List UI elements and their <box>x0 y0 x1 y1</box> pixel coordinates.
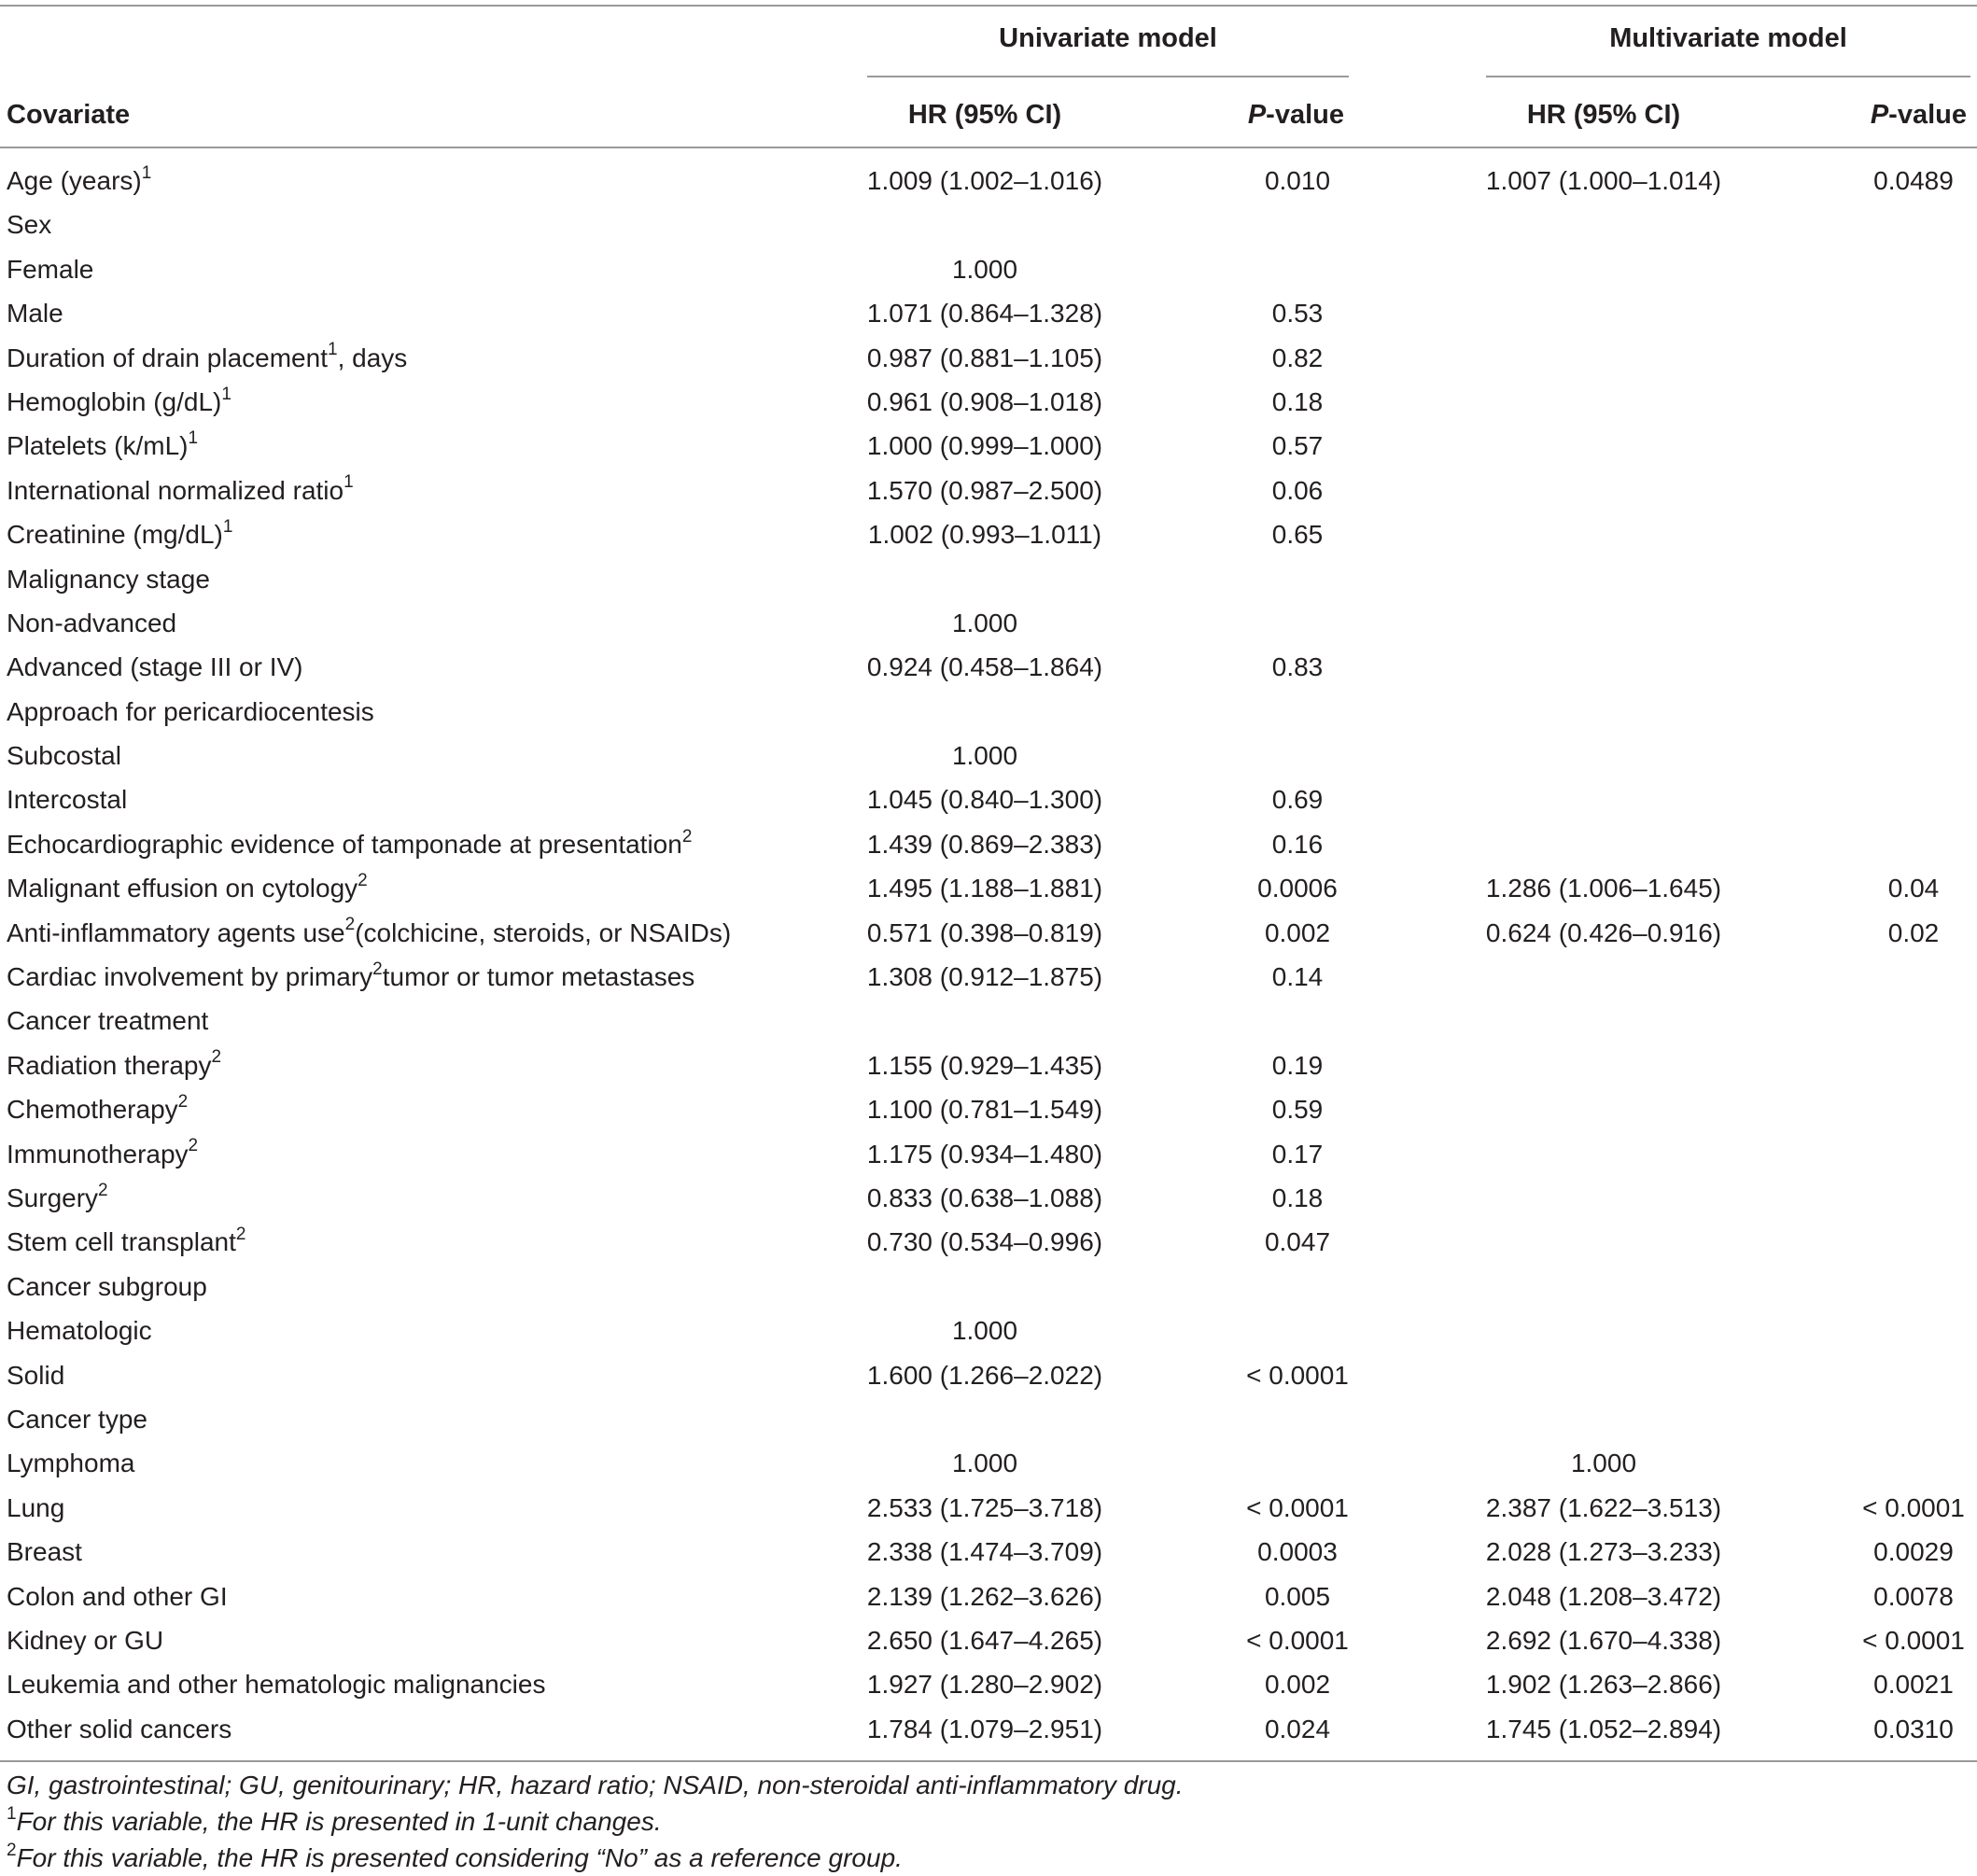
covariate-label: Malignancy stage <box>7 564 210 594</box>
footnote-marker: 2 <box>235 1225 246 1245</box>
covariate-cell <box>7 1397 147 1441</box>
covariate-label: Hematologic <box>7 1316 152 1346</box>
table-row <box>0 380 1977 424</box>
univariate-hr-cell: 0.987 (0.881–1.105) <box>866 343 1103 372</box>
multivariate-pvalue-cell: 0.04 <box>1887 874 1940 903</box>
covariate-cell <box>7 336 407 380</box>
covariate-label: Advanced (stage III or IV) <box>7 652 303 682</box>
covariate-label: Duration of drain placement <box>7 343 328 372</box>
covariate-label-suffix: tumor or tumor metastases <box>382 962 695 992</box>
table-row <box>0 1353 1977 1397</box>
univariate-pvalue-cell: 0.06 <box>1271 475 1324 505</box>
covariate-cell <box>7 557 210 601</box>
footnote-marker: 2 <box>372 959 383 979</box>
multivariate-pvalue-cell: 0.0310 <box>1873 1714 1954 1743</box>
univariate-pvalue-cell: 0.0003 <box>1257 1537 1338 1567</box>
footnote-marker: 2 <box>188 1136 199 1156</box>
covariate-cell <box>7 1575 228 1618</box>
multivariate-pvalue-cell: 0.0078 <box>1873 1581 1954 1611</box>
univariate-hr-cell: 0.730 (0.534–0.996) <box>866 1227 1103 1257</box>
univariate-hr-cell: 2.338 (1.474–3.709) <box>866 1537 1103 1567</box>
covariate-label: Immunotherapy <box>7 1139 189 1169</box>
covariate-cell <box>7 1662 545 1706</box>
univariate-pvalue-cell: 0.14 <box>1271 962 1324 992</box>
covariate-label: Solid <box>7 1360 65 1390</box>
footnote-marker: 1 <box>141 162 152 183</box>
table-row <box>0 1618 1977 1662</box>
multivariate-hr-cell: 2.028 (1.273–3.233) <box>1485 1537 1722 1567</box>
multivariate-hr-cell: 0.624 (0.426–0.916) <box>1485 917 1722 947</box>
table-bottom-rule <box>0 1760 1977 1762</box>
covariate-label: Sex <box>7 210 52 240</box>
univariate-pvalue-cell: 0.65 <box>1271 520 1324 550</box>
covariate-cell <box>7 159 151 203</box>
multivariate-pvalue-cell: 0.0489 <box>1873 166 1954 195</box>
univariate-hr-cell: 1.784 (1.079–2.951) <box>866 1714 1103 1743</box>
table-footnotes <box>7 1767 1184 1876</box>
table-row <box>0 291 1977 335</box>
multivariate-hr-cell: 1.286 (1.006–1.645) <box>1485 874 1722 903</box>
covariate-cell <box>7 1176 108 1220</box>
univariate-hr-cell: 0.571 (0.398–0.819) <box>866 917 1103 947</box>
covariate-cell <box>7 734 121 777</box>
multivariate-pvalue-column-header: P-value <box>1870 100 1967 130</box>
univariate-hr-cell: 1.600 (1.266–2.022) <box>866 1360 1103 1390</box>
covariate-cell <box>7 866 368 910</box>
multivariate-hr-cell: 1.000 <box>1570 1449 1637 1478</box>
univariate-pvalue-cell: 0.047 <box>1264 1227 1331 1257</box>
univariate-hr-cell: 1.071 (0.864–1.328) <box>866 299 1103 329</box>
univariate-pvalue-cell: 0.024 <box>1264 1714 1331 1743</box>
multivariate-group-rule <box>1486 76 1970 77</box>
univariate-pvalue-cell: 0.002 <box>1264 1670 1331 1700</box>
footnote-marker: 1 <box>344 472 354 493</box>
covariate-cell <box>7 822 692 866</box>
covariate-label: Radiation therapy <box>7 1050 212 1080</box>
univariate-pvalue-cell: 0.59 <box>1271 1095 1324 1125</box>
covariate-cell <box>7 690 374 734</box>
covariate-label: Cancer treatment <box>7 1006 209 1036</box>
covariate-label: Female <box>7 254 94 284</box>
footnote-marker: 1 <box>188 428 199 449</box>
univariate-hr-cell: 1.439 (0.869–2.383) <box>866 829 1103 859</box>
covariate-label: Platelets (k/mL) <box>7 431 189 461</box>
univariate-hr-column-header: HR (95% CI) <box>907 100 1062 130</box>
covariate-label: Kidney or GU <box>7 1625 164 1655</box>
covariate-label: Non-advanced <box>7 608 177 637</box>
univariate-pvalue-cell: < 0.0001 <box>1246 1625 1349 1655</box>
univariate-hr-cell: 1.000 <box>951 1316 1018 1346</box>
covariate-cell <box>7 1618 163 1662</box>
univariate-pvalue-cell: 0.16 <box>1271 829 1324 859</box>
table-row <box>0 336 1977 380</box>
covariate-label: Other solid cancers <box>7 1714 232 1743</box>
covariate-label: Surgery <box>7 1183 99 1212</box>
table-row <box>0 777 1977 821</box>
covariate-label: Lymphoma <box>7 1449 135 1478</box>
covariate-label: Age (years) <box>7 166 142 195</box>
covariate-label: Male <box>7 299 63 329</box>
univariate-hr-cell: 1.175 (0.934–1.480) <box>866 1139 1103 1169</box>
covariate-label: Colon and other GI <box>7 1581 228 1611</box>
footnote-marker: 2 <box>681 826 693 847</box>
table-row <box>0 247 1977 291</box>
univariate-hr-cell: 1.570 (0.987–2.500) <box>866 475 1103 505</box>
covariate-cell <box>7 911 731 955</box>
covariate-label: Anti-inflammatory agents use <box>7 917 345 947</box>
covariate-label-suffix: , days <box>337 343 408 372</box>
covariate-label: Cardiac involvement by primary <box>7 962 373 992</box>
univariate-hr-cell: 1.927 (1.280–2.902) <box>866 1670 1103 1700</box>
univariate-pvalue-column-header: P-value <box>1247 100 1344 130</box>
table-row <box>0 955 1977 999</box>
univariate-model-header: Univariate model <box>999 23 1217 53</box>
covariate-label: Subcostal <box>7 741 121 771</box>
table-top-rule <box>0 5 1977 7</box>
covariate-cell <box>7 1707 231 1751</box>
covariate-label: Cancer subgroup <box>7 1271 207 1301</box>
univariate-pvalue-cell: 0.69 <box>1271 785 1324 815</box>
footnote-1: $^1$For this variable, the HR is presented in 1-unit changes. <box>7 1803 662 1836</box>
univariate-pvalue-cell: 0.010 <box>1264 166 1331 195</box>
multivariate-pvalue-cell: < 0.0001 <box>1862 1492 1965 1522</box>
univariate-pvalue-cell: 0.17 <box>1271 1139 1324 1169</box>
univariate-hr-cell: 1.000 <box>951 608 1018 637</box>
multivariate-pvalue-cell: 0.0029 <box>1873 1537 1954 1567</box>
covariate-cell <box>7 512 232 556</box>
table-row <box>0 1530 1977 1574</box>
univariate-pvalue-cell: < 0.0001 <box>1246 1492 1349 1522</box>
covariate-column-header: Covariate <box>7 100 131 130</box>
univariate-pvalue-cell: 0.0006 <box>1257 874 1338 903</box>
univariate-hr-cell: 1.000 (0.999–1.000) <box>866 431 1103 461</box>
table-row <box>0 1132 1977 1176</box>
univariate-pvalue-cell: 0.53 <box>1271 299 1324 329</box>
multivariate-pvalue-cell: 0.0021 <box>1873 1670 1954 1700</box>
table-row <box>0 557 1977 601</box>
covariate-label: Approach for pericardiocentesis <box>7 696 374 726</box>
table-row <box>0 1176 1977 1220</box>
univariate-pvalue-cell: < 0.0001 <box>1246 1360 1349 1390</box>
covariate-label: Creatinine (mg/dL) <box>7 520 223 550</box>
table-row <box>0 645 1977 689</box>
covariate-label: Lung <box>7 1492 65 1522</box>
table-row <box>0 1662 1977 1706</box>
footnote-marker: 2 <box>98 1180 108 1200</box>
table-row <box>0 1220 1977 1264</box>
footnote-marker: 2 <box>358 870 368 890</box>
covariate-cell <box>7 1309 152 1352</box>
covariate-label-suffix: (colchicine, steroids, or NSAIDs) <box>355 917 732 947</box>
covariate-cell <box>7 1265 207 1309</box>
table-row <box>0 1087 1977 1131</box>
covariate-cell <box>7 1353 64 1397</box>
multivariate-pvalue-cell: < 0.0001 <box>1862 1625 1965 1655</box>
multivariate-model-header: Multivariate model <box>1609 23 1847 53</box>
covariate-label: Breast <box>7 1537 82 1567</box>
covariate-label: Malignant effusion on cytology <box>7 874 358 903</box>
table-row <box>0 1575 1977 1618</box>
univariate-pvalue-cell: 0.82 <box>1271 343 1324 372</box>
univariate-hr-cell: 1.100 (0.781–1.549) <box>866 1095 1103 1125</box>
covariate-cell <box>7 1530 82 1574</box>
covariate-cell <box>7 1043 221 1087</box>
covariate-cell <box>7 955 694 999</box>
multivariate-hr-cell: 1.902 (1.263–2.866) <box>1485 1670 1722 1700</box>
univariate-pvalue-cell: 0.19 <box>1271 1050 1324 1080</box>
univariate-pvalue-cell: 0.57 <box>1271 431 1324 461</box>
table-body <box>0 159 1977 1751</box>
footnote-marker: 1 <box>327 340 338 360</box>
multivariate-hr-column-header: HR (95% CI) <box>1526 100 1681 130</box>
covariate-cell <box>7 247 93 291</box>
table-row <box>0 1397 1977 1441</box>
table-row <box>0 734 1977 777</box>
univariate-hr-cell: 2.533 (1.725–3.718) <box>866 1492 1103 1522</box>
covariate-cell <box>7 380 231 424</box>
univariate-hr-cell: 1.000 <box>951 1449 1018 1478</box>
abbreviations-footnote: GI, gastrointestinal; GU, genitourinary; HR, hazard ratio; NSAID, non-steroidal anti-inflammatory drug. <box>7 1771 1184 1799</box>
table-row <box>0 822 1977 866</box>
footnote-marker: 2 <box>211 1047 222 1068</box>
covariate-cell <box>7 999 208 1043</box>
table-row <box>0 1265 1977 1309</box>
univariate-hr-cell: 2.139 (1.262–3.626) <box>866 1581 1103 1611</box>
covariate-label: Chemotherapy <box>7 1095 178 1125</box>
univariate-hr-cell: 0.924 (0.458–1.864) <box>866 652 1103 682</box>
table-row <box>0 1707 1977 1751</box>
table-row <box>0 1486 1977 1530</box>
univariate-hr-cell: 1.000 <box>951 741 1018 771</box>
covariate-cell <box>7 601 176 645</box>
covariate-cell <box>7 1486 64 1530</box>
multivariate-hr-cell: 1.007 (1.000–1.014) <box>1485 166 1722 195</box>
table-row <box>0 999 1977 1043</box>
multivariate-pvalue-cell: 0.02 <box>1887 917 1940 947</box>
univariate-hr-cell: 1.009 (1.002–1.016) <box>866 166 1103 195</box>
covariate-cell <box>7 1220 245 1264</box>
multivariate-hr-cell: 2.387 (1.622–3.513) <box>1485 1492 1722 1522</box>
table-row <box>0 866 1977 910</box>
table-row <box>0 1309 1977 1352</box>
univariate-hr-cell: 1.000 <box>951 254 1018 284</box>
table-row <box>0 159 1977 203</box>
covariate-label: Echocardiographic evidence of tamponade at presentation <box>7 829 682 859</box>
univariate-pvalue-cell: 0.18 <box>1271 386 1324 416</box>
univariate-hr-cell: 1.495 (1.188–1.881) <box>866 874 1103 903</box>
covariate-label: Intercostal <box>7 785 128 815</box>
covariate-cell <box>7 1132 198 1176</box>
covariate-cell <box>7 203 51 246</box>
footnote-marker: 1 <box>221 384 231 404</box>
univariate-hr-cell: 1.002 (0.993–1.011) <box>867 520 1102 550</box>
covariate-label: Stem cell transplant <box>7 1227 236 1257</box>
covariate-label: Leukemia and other hematologic malignancies <box>7 1670 546 1700</box>
footnote-marker: 2 <box>177 1091 189 1112</box>
covariate-cell <box>7 291 63 335</box>
table-row <box>0 690 1977 734</box>
multivariate-hr-cell: 1.745 (1.052–2.894) <box>1485 1714 1722 1743</box>
multivariate-hr-cell: 2.048 (1.208–3.472) <box>1485 1581 1722 1611</box>
univariate-hr-cell: 2.650 (1.647–4.265) <box>866 1625 1103 1655</box>
covariate-cell <box>7 777 127 821</box>
table-row <box>0 512 1977 556</box>
table-row <box>0 424 1977 468</box>
table-row <box>0 469 1977 512</box>
footnote-marker: 1 <box>222 516 233 537</box>
covariate-label: International normalized ratio <box>7 475 344 505</box>
table-row <box>0 1043 1977 1087</box>
univariate-hr-cell: 1.308 (0.912–1.875) <box>866 962 1103 992</box>
covariate-cell <box>7 1441 134 1485</box>
table-row <box>0 1441 1977 1485</box>
univariate-pvalue-cell: 0.002 <box>1264 917 1331 947</box>
univariate-pvalue-cell: 0.83 <box>1271 652 1324 682</box>
multivariate-hr-cell: 2.692 (1.670–4.338) <box>1485 1625 1722 1655</box>
covariate-label: Hemoglobin (g/dL) <box>7 386 222 416</box>
univariate-pvalue-cell: 0.18 <box>1271 1183 1324 1212</box>
univariate-hr-cell: 1.155 (0.929–1.435) <box>866 1050 1103 1080</box>
covariate-cell <box>7 1087 188 1131</box>
covariate-cell <box>7 469 354 512</box>
header-bottom-rule <box>0 147 1977 148</box>
covariate-cell <box>7 424 198 468</box>
univariate-hr-cell: 0.833 (0.638–1.088) <box>866 1183 1103 1212</box>
table-row <box>0 911 1977 955</box>
table-row <box>0 601 1977 645</box>
univariate-pvalue-cell: 0.005 <box>1264 1581 1331 1611</box>
covariate-label: Cancer type <box>7 1404 147 1434</box>
covariate-cell <box>7 645 303 689</box>
univariate-group-rule <box>867 76 1349 77</box>
footnote-marker: 2 <box>344 915 356 935</box>
univariate-hr-cell: 0.961 (0.908–1.018) <box>866 386 1103 416</box>
table-row <box>0 203 1977 246</box>
footnote-2: $^2$For this variable, the HR is presented considering “No” as a reference group. <box>7 1840 903 1872</box>
univariate-hr-cell: 1.045 (0.840–1.300) <box>866 785 1103 815</box>
